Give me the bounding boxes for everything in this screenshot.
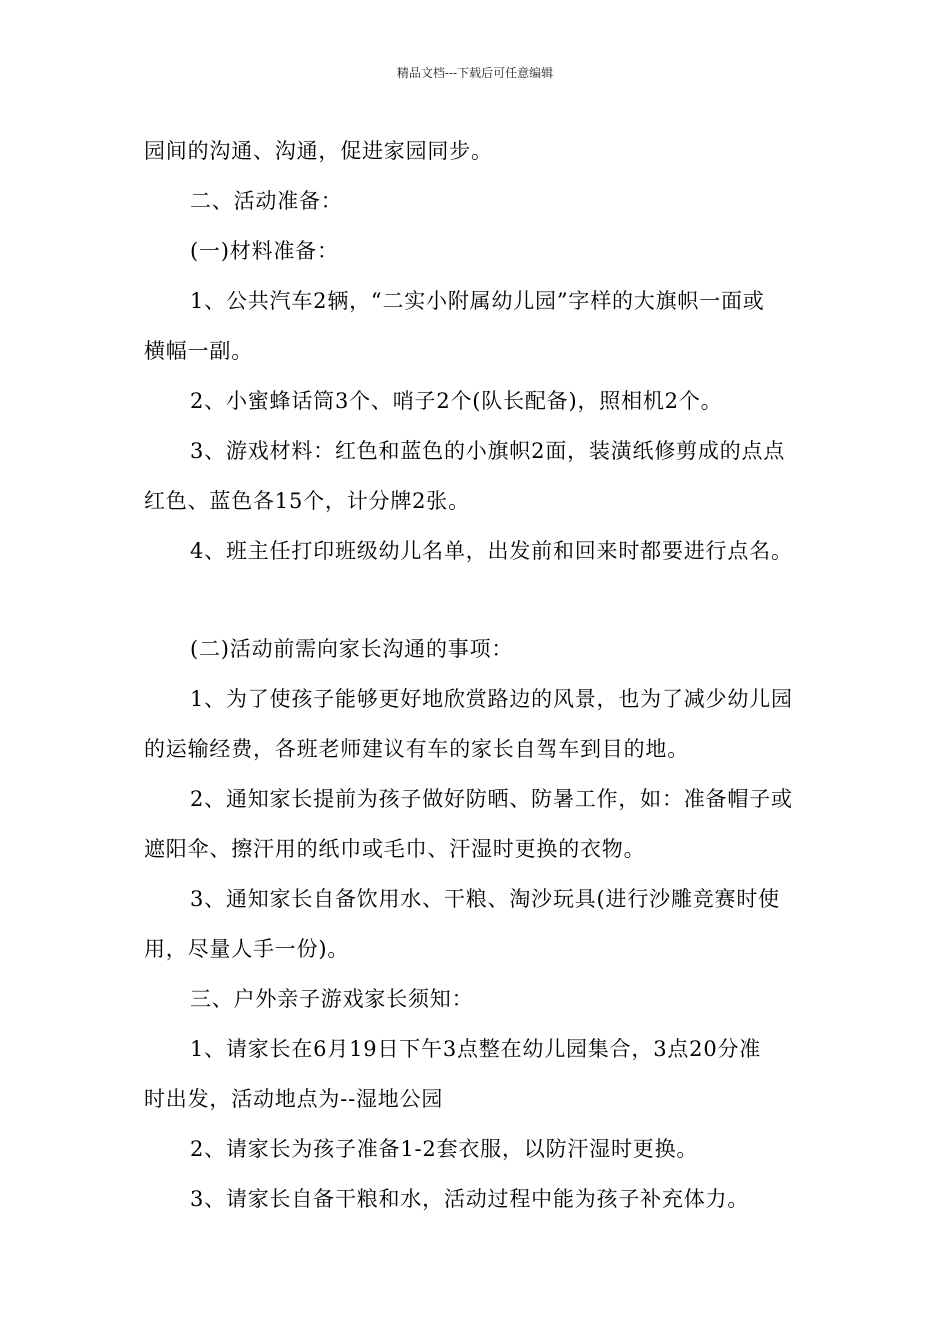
body-line: 2、通知家长提前为孩子做好防晒、防暑工作，如：准备帽子或 <box>190 787 793 811</box>
body-line: 1、为了使孩子能够更好地欣赏路边的风景，也为了减少幼儿园 <box>190 687 793 711</box>
body-line: 横幅一副。 <box>144 339 253 363</box>
body-line: 的运输经费，各班老师建议有车的家长自驾车到目的地。 <box>144 737 689 761</box>
section-heading: 三、户外亲子游戏家长须知： <box>190 987 474 1011</box>
body-line: 4、班主任打印班级幼儿名单，出发前和回来时都要进行点名。 <box>190 539 793 563</box>
subsection-heading: (二)活动前需向家长沟通的事项： <box>190 637 514 661</box>
body-line: 2、请家长为孩子准备1-2套衣服，以防汗湿时更换。 <box>190 1137 699 1161</box>
body-line: 3、通知家长自备饮用水、干粮、淘沙玩具(进行沙雕竞赛时使 <box>190 887 780 911</box>
body-line: 1、公共汽车2辆，“二实小附属幼儿园”字样的大旗帜一面或 <box>190 289 765 313</box>
body-line: 时出发，活动地点为--湿地公园 <box>144 1087 444 1111</box>
body-line: 1、请家长在6月19日下午3点整在幼儿园集合，3点20分准 <box>190 1037 762 1061</box>
body-line: 3、游戏材料：红色和蓝色的小旗帜2面，装潢纸修剪成的点点 <box>190 439 786 463</box>
section-heading: 二、活动准备： <box>190 189 343 213</box>
body-line: 2、小蜜蜂话筒3个、哨子2个(队长配备)，照相机2个。 <box>190 389 723 413</box>
body-line: 用，尽量人手一份)。 <box>144 937 350 961</box>
body-line: 遮阳伞、擦汗用的纸巾或毛巾、汗湿时更换的衣物。 <box>144 837 646 861</box>
body-line: 红色、蓝色各15个，计分牌2张。 <box>144 489 470 513</box>
subsection-heading: (一)材料准备： <box>190 239 339 263</box>
body-line: 园间的沟通、沟通，促进家园同步。 <box>144 139 493 163</box>
body-line: 3、请家长自备干粮和水，活动过程中能为孩子补充体力。 <box>190 1187 750 1211</box>
page-header: 精品文档---下载后可任意编辑 <box>396 66 554 80</box>
